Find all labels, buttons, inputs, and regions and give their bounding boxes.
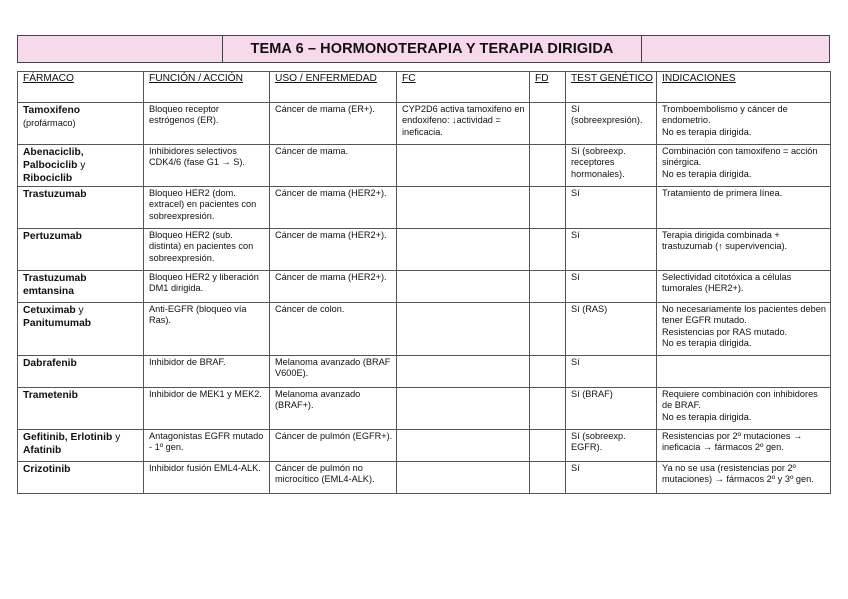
drug-name: Abenaciclib,: [23, 147, 84, 158]
funcion-cell: Inhibidor fusión EML4-ALK.: [144, 462, 270, 494]
fd-cell: [530, 303, 566, 356]
table-row: [18, 303, 831, 356]
indicaciones-cell: [657, 271, 831, 303]
fd-cell: [530, 430, 566, 462]
fc-cell: CYP2D6 activa tamoxifeno en endoxifeno: ↓actividad = ineficacia.: [397, 103, 530, 145]
indicaciones-cell: [657, 229, 831, 271]
drug-name: Trastuzumab: [23, 273, 87, 284]
uso-cell: Cáncer de pulmón (EGFR+).: [270, 430, 397, 462]
funcion-cell: Bloqueo HER2 y liberación DM1 dirigida.: [144, 271, 270, 303]
fc-cell: [397, 271, 530, 303]
test-genetico-cell: Sí (sobreexpresión).: [566, 103, 657, 145]
header-fc: FC: [397, 72, 530, 103]
indicacion-line: Ya no se usa (resistencias por 2º mutaciones) → fármacos 2º y 3º gen.: [662, 463, 814, 485]
indicacion-line: Resistencias por RAS mutado.: [662, 326, 788, 337]
fc-cell: [397, 187, 530, 229]
drug-name: Cetuximab: [23, 305, 76, 316]
test-genetico-cell: Sí (BRAF): [566, 388, 657, 430]
table-row: [18, 271, 831, 303]
fd-cell: [530, 271, 566, 303]
indicacion-line: No es terapia dirigida.: [662, 126, 752, 137]
fd-cell: [530, 103, 566, 145]
fd-cell: [530, 187, 566, 229]
header-fd: FD: [530, 72, 566, 103]
funcion-cell: Bloqueo HER2 (dom. extracel) en pacientes con sobreexpresión.: [144, 187, 270, 229]
fc-cell: [397, 388, 530, 430]
drug-name-cell: [18, 145, 144, 187]
drug-conjunction: y: [77, 160, 86, 171]
funcion-cell: Bloqueo HER2 (sub. distinta) en pacientes con sobreexpresión.: [144, 229, 270, 271]
banner-right-cell: [641, 36, 829, 62]
test-genetico-cell: Sí: [566, 187, 657, 229]
test-genetico-cell: Sí: [566, 356, 657, 388]
funcion-cell: Antagonistas EGFR mutado - 1º gen.: [144, 430, 270, 462]
drug-table: [17, 71, 831, 494]
drug-name-cell: [18, 388, 144, 430]
indicaciones-cell: [657, 103, 831, 145]
uso-cell: Cáncer de mama.: [270, 145, 397, 187]
drug-name: emtansina: [23, 286, 74, 297]
uso-cell: Cáncer de mama (HER2+).: [270, 187, 397, 229]
drug-name: Trametenib: [23, 390, 78, 401]
drug-name: Trastuzumab: [23, 189, 87, 200]
indicaciones-cell: [657, 145, 831, 187]
funcion-cell: Anti-EGFR (bloqueo vía Ras).: [144, 303, 270, 356]
drug-name: Gefitinib, Erlotinib: [23, 432, 113, 443]
drug-name: Pertuzumab: [23, 231, 82, 242]
drug-conjunction: y: [75, 305, 84, 316]
indicacion-line: No es terapia dirigida.: [662, 411, 752, 422]
drug-name: Afatinib: [23, 445, 62, 456]
indicacion-line: No necesariamente los pacientes deben tener EGFR mutado.: [662, 304, 826, 326]
fd-cell: [530, 229, 566, 271]
drug-name: Tamoxifeno: [23, 105, 81, 116]
page-title: TEMA 6 – HORMONOTERAPIA Y TERAPIA DIRIGIDA: [223, 36, 641, 62]
indicaciones-cell: [657, 187, 831, 229]
indicacion-line: Tratamiento de primera línea.: [662, 188, 783, 198]
drug-name-cell: [18, 187, 144, 229]
indicacion-line: Terapia dirigida combinada + trastuzumab (↑ supervivencia).: [662, 230, 788, 252]
fc-cell: [397, 356, 530, 388]
fc-cell: [397, 462, 530, 494]
drug-note: (profármaco): [23, 118, 76, 128]
funcion-cell: Inhibidor de MEK1 y MEK2.: [144, 388, 270, 430]
indicacion-line: No es terapia dirigida.: [662, 338, 752, 349]
uso-cell: Cáncer de mama (HER2+).: [270, 229, 397, 271]
header-test-genetico: TEST GENÉTICO: [566, 72, 657, 103]
drug-name-cell: [18, 430, 144, 462]
drug-name-cell: [18, 271, 144, 303]
indicaciones-cell: [657, 430, 831, 462]
indicaciones-cell: [657, 462, 831, 494]
test-genetico-cell: Sí (sobreexp. receptores hormonales).: [566, 145, 657, 187]
funcion-cell: Inhibidores selectivos CDK4/6 (fase G1 → S).: [144, 145, 270, 187]
indicaciones-cell: [657, 303, 831, 356]
title-banner: [17, 35, 830, 63]
uso-cell: Cáncer de pulmón no microcítico (EML4-ALK).: [270, 462, 397, 494]
header-indicaciones: INDICACIONES: [657, 72, 831, 103]
fc-cell: [397, 145, 530, 187]
fd-cell: [530, 145, 566, 187]
drug-name-cell: [18, 303, 144, 356]
table-row: [18, 388, 831, 430]
test-genetico-cell: Sí (RAS): [566, 303, 657, 356]
indicacion-line: Tromboembolismo y cáncer de endometrio.: [662, 104, 788, 126]
header-funcion: FUNCIÓN / ACCIÓN: [144, 72, 270, 103]
indicaciones-cell: [657, 388, 831, 430]
indicacion-line: Selectividad citotóxica a células tumorales (HER2+).: [662, 272, 792, 294]
table-row: [18, 462, 831, 494]
drug-name: Dabrafenib: [23, 358, 77, 369]
drug-name: Ribociclib: [23, 173, 73, 184]
fd-cell: [530, 462, 566, 494]
uso-cell: Cáncer de mama (HER2+).: [270, 271, 397, 303]
uso-cell: Melanoma avanzado (BRAF V600E).: [270, 356, 397, 388]
table-row: [18, 430, 831, 462]
indicacion-line: Resistencias por 2º mutaciones → ineficacia → fármacos 2º gen.: [662, 431, 803, 453]
table-row: [18, 229, 831, 271]
drug-name: Crizotinib: [23, 464, 71, 475]
table-row: [18, 356, 831, 388]
table-row: [18, 187, 831, 229]
indicaciones-cell: [657, 356, 831, 388]
uso-cell: Cáncer de colon.: [270, 303, 397, 356]
banner-left-cell: [18, 36, 223, 62]
indicacion-line: Combinación con tamoxifeno = acción sinérgica.: [662, 146, 818, 168]
drug-name-cell: [18, 356, 144, 388]
drug-name-cell: [18, 229, 144, 271]
fc-cell: [397, 303, 530, 356]
table-row: [18, 103, 831, 145]
fd-cell: [530, 356, 566, 388]
test-genetico-cell: Sí: [566, 271, 657, 303]
test-genetico-cell: Sí: [566, 229, 657, 271]
fc-cell: [397, 229, 530, 271]
indicacion-line: Requiere combinación con inhibidores de BRAF.: [662, 389, 818, 411]
drug-name-cell: [18, 462, 144, 494]
test-genetico-cell: Sí: [566, 462, 657, 494]
uso-cell: Melanoma avanzado (BRAF+).: [270, 388, 397, 430]
drug-name: Palbociclib: [23, 160, 78, 171]
funcion-cell: Inhibidor de BRAF.: [144, 356, 270, 388]
header-farmaco: FÁRMACO: [18, 72, 144, 103]
drug-conjunction: y: [112, 432, 121, 443]
drug-name-cell: [18, 103, 144, 145]
drug-name: Panitumumab: [23, 318, 92, 329]
fd-cell: [530, 388, 566, 430]
fc-cell: [397, 430, 530, 462]
header-uso: USO / ENFERMEDAD: [270, 72, 397, 103]
table-row: [18, 145, 831, 187]
funcion-cell: Bloqueo receptor estrógenos (ER).: [144, 103, 270, 145]
header-row: [18, 72, 831, 103]
indicacion-line: No es terapia dirigida.: [662, 168, 752, 179]
uso-cell: Cáncer de mama (ER+).: [270, 103, 397, 145]
test-genetico-cell: Sí (sobreexp. EGFR).: [566, 430, 657, 462]
